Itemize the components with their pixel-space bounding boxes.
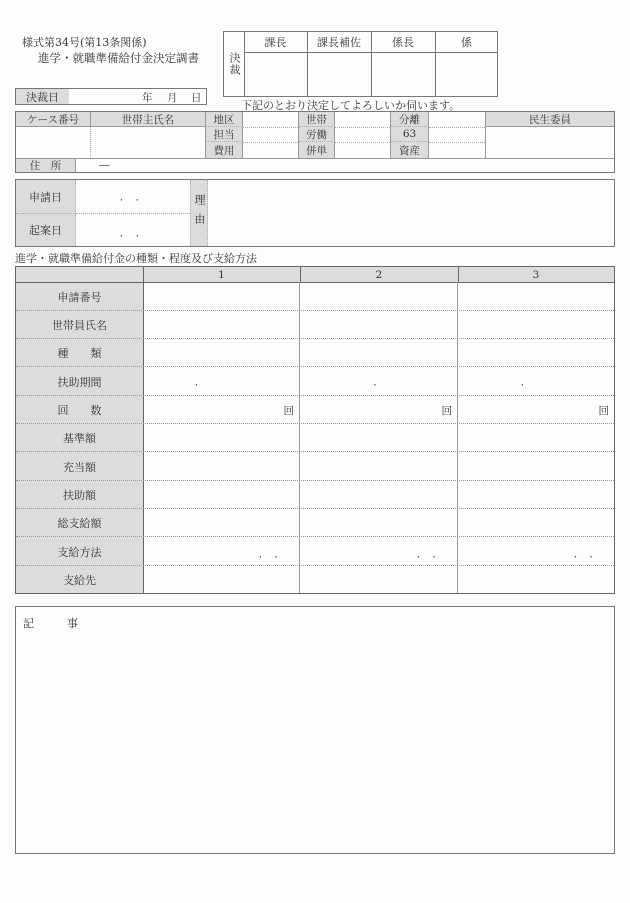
row-label: 支給先 <box>16 566 144 593</box>
grid-row-member-name <box>16 311 614 339</box>
grid-row-payee <box>16 566 614 593</box>
page-title: 進学・就職準備給付金決定調書 <box>38 51 199 65</box>
grid-row-application-number <box>16 283 614 311</box>
reason-label: 理由 <box>190 180 208 246</box>
address-label: 住 所 <box>16 159 76 172</box>
cell-standard-amount-3[interactable] <box>458 424 614 452</box>
column-header-1: 1 <box>143 267 301 282</box>
district-label: 地区 <box>206 112 243 127</box>
grid-row-count <box>16 396 614 424</box>
cell-payee-2[interactable] <box>300 566 457 593</box>
cell-member-name-1[interactable] <box>144 311 299 339</box>
application-date-value[interactable]: ． ． <box>76 180 190 214</box>
cell-payee-1[interactable] <box>144 566 299 593</box>
approval-box-deputy-chief[interactable] <box>307 32 372 96</box>
row-label: 充当額 <box>16 452 144 481</box>
application-box <box>15 179 615 247</box>
decision-date-label: 決裁日 <box>16 89 69 104</box>
cell-count-3[interactable]: 回 <box>598 404 609 417</box>
cell-total-amount-3[interactable] <box>458 509 614 537</box>
cell-payment-method-2[interactable]: ． ． <box>416 548 443 560</box>
cell-total-amount-2[interactable] <box>300 509 457 537</box>
grid-row-standard-amount <box>16 424 614 452</box>
labor-label: 労働 <box>299 127 335 142</box>
case-number-value[interactable] <box>16 127 91 158</box>
district-staff-cost-values[interactable] <box>243 112 299 158</box>
application-date-label: 申請日 <box>16 180 76 214</box>
day-label: 日 <box>191 92 202 104</box>
cell-applied-amount-3[interactable] <box>458 452 614 481</box>
cell-type-2[interactable] <box>300 339 457 367</box>
concurrent-label: 併単 <box>299 142 335 158</box>
row-label: 支給方法 <box>16 537 144 566</box>
cell-member-name-2[interactable] <box>300 311 457 339</box>
memo-label: 記 事 <box>23 617 78 630</box>
cell-application-number-1[interactable] <box>144 283 299 311</box>
grid-row-aid-amount <box>16 481 614 509</box>
grid-header-row <box>16 267 614 283</box>
separation-assets-values[interactable] <box>429 112 486 158</box>
approval-stamp-table <box>223 31 498 97</box>
cell-payment-method-1[interactable]: ． ． <box>258 548 285 560</box>
householder-value[interactable] <box>91 127 206 158</box>
approval-column-header: 課長補佐 <box>307 32 371 53</box>
memo-box[interactable] <box>15 606 615 854</box>
approval-column-header: 課長 <box>244 32 307 53</box>
year-label: 年 <box>142 92 153 104</box>
householder-label: 世帯主氏名 <box>91 112 206 127</box>
cell-standard-amount-2[interactable] <box>300 424 457 452</box>
cell-period-1[interactable]: ． <box>194 376 206 388</box>
cell-aid-amount-3[interactable] <box>458 481 614 509</box>
section-title: 進学・就職準備給付金の種類・程度及び支給方法 <box>15 252 257 265</box>
grid-row-applied-amount <box>16 452 614 481</box>
approval-box-section-chief[interactable] <box>244 32 308 96</box>
row-label: 世帯員氏名 <box>16 311 144 339</box>
case-info-table <box>15 111 615 173</box>
decision-date-field[interactable] <box>15 88 207 105</box>
cell-application-number-3[interactable] <box>458 283 614 311</box>
separation-label: 分離 <box>391 112 429 127</box>
household-label: 世帯 <box>299 112 335 127</box>
case-number-label: ケース番号 <box>16 112 91 127</box>
column-header-2: 2 <box>300 267 459 282</box>
row-label: 申請番号 <box>16 283 144 311</box>
code-value: 63 <box>391 127 429 142</box>
approval-column-header: 係 <box>435 32 498 53</box>
request-text: 下記のとおり決定してよろしいか伺います。 <box>241 99 461 112</box>
cell-applied-amount-1[interactable] <box>144 452 299 481</box>
cell-standard-amount-1[interactable] <box>144 424 299 452</box>
cell-period-3[interactable]: ． <box>520 376 532 388</box>
row-label: 回 数 <box>16 396 144 424</box>
row-label: 基準額 <box>16 424 144 452</box>
approval-box-subsection-chief[interactable] <box>371 32 436 96</box>
cell-aid-amount-2[interactable] <box>300 481 457 509</box>
cell-member-name-3[interactable] <box>458 311 614 339</box>
draft-date-value[interactable]: ． ． <box>119 226 147 239</box>
approval-label: 決裁 <box>224 32 245 96</box>
approval-box-staff[interactable] <box>435 32 498 96</box>
reason-value[interactable] <box>208 180 614 246</box>
cell-payee-3[interactable] <box>458 566 614 593</box>
cell-period-2[interactable]: ． <box>373 376 384 388</box>
cell-application-number-2[interactable] <box>300 283 457 311</box>
month-label: 月 <box>167 92 178 104</box>
cell-applied-amount-2[interactable] <box>300 452 457 481</box>
cell-aid-amount-1[interactable] <box>144 481 299 509</box>
row-label: 扶助額 <box>16 481 144 509</box>
grid-row-period <box>16 367 614 396</box>
cell-count-2[interactable]: 回 <box>441 404 452 417</box>
row-label: 総支給額 <box>16 509 144 537</box>
cell-total-amount-1[interactable] <box>144 509 299 537</box>
form-number: 様式第34号(第13条関係) <box>22 36 147 49</box>
benefit-grid <box>15 266 615 594</box>
welfare-commissioner-label: 民生委員 <box>486 112 614 127</box>
address-value[interactable]: ― <box>99 159 110 171</box>
cost-label: 費用 <box>206 142 243 158</box>
cell-type-3[interactable] <box>458 339 614 367</box>
welfare-commissioner-value[interactable] <box>486 127 614 158</box>
staff-label: 担当 <box>206 127 243 142</box>
approval-column-header: 係長 <box>371 32 435 53</box>
cell-payment-method-3[interactable]: ． ． <box>573 548 600 560</box>
row-label: 種 類 <box>16 339 144 367</box>
column-header-3: 3 <box>532 268 540 281</box>
row-label: 扶助期間 <box>16 367 144 396</box>
grid-row-total-amount <box>16 509 614 537</box>
cell-count-1[interactable]: 回 <box>283 404 294 417</box>
grid-row-type <box>16 339 614 367</box>
grid-row-payment-method <box>16 537 614 566</box>
cell-type-1[interactable] <box>144 339 299 367</box>
draft-date-label: 起案日 <box>16 214 76 246</box>
assets-label: 資産 <box>391 142 429 158</box>
household-labor-concurrent-values[interactable] <box>335 112 391 158</box>
